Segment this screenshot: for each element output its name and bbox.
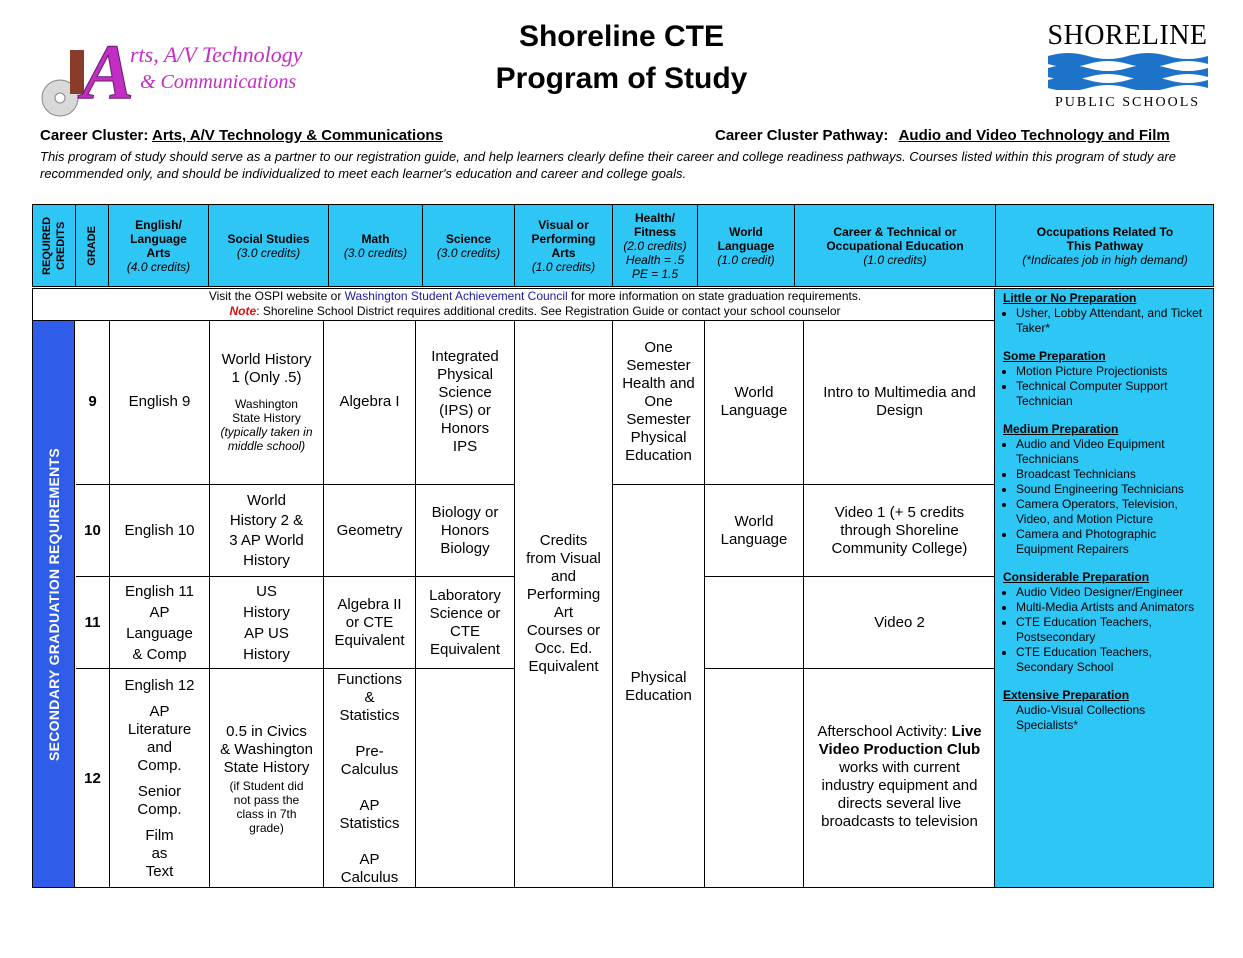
cluster-label: Career Cluster: xyxy=(40,127,149,144)
sci-12 xyxy=(416,669,515,888)
ela-label: English/ Language Arts xyxy=(130,217,187,260)
occ-sub: (*Indicates job in high demand) xyxy=(1022,252,1188,267)
occ-list-little xyxy=(1003,306,1207,336)
wl-12 xyxy=(705,669,804,888)
col-math xyxy=(329,205,423,286)
col-ss xyxy=(209,205,329,286)
list-item: • Motion Picture Projectionists xyxy=(1016,364,1207,379)
health-9: One Semester Health and One Semester Physical Education xyxy=(613,320,705,485)
ela-12-line4: Film as Text xyxy=(145,826,174,880)
occupations-panel xyxy=(995,288,1214,888)
title-line-1: Shoreline CTE xyxy=(518,20,725,53)
ela-12-line2: AP Literature and Comp. xyxy=(127,702,192,774)
math-12-line3: AP Statistics xyxy=(339,796,400,832)
list-item: • CTE Education Teachers, Postsecondary xyxy=(1016,615,1207,645)
cte-12-post: works with current industry equipment and directs several live broadcasts to television xyxy=(821,759,978,830)
arts-av-logo xyxy=(30,10,310,120)
wsac-link[interactable]: Washington Student Achievement Council xyxy=(344,289,568,303)
occ-heading-medium[interactable]: Medium Preparation xyxy=(1003,422,1119,436)
pathway-value: Audio and Video Technology and Film xyxy=(898,127,1170,144)
logo-name: SHORELINE xyxy=(1047,20,1208,51)
list-item: • Sound Engineering Technicians xyxy=(1016,482,1207,497)
math-12-line2: Pre-Calculus xyxy=(340,742,399,778)
note-line1-pre: Visit the OSPI website or xyxy=(208,289,345,303)
occ-list-considerable xyxy=(1003,585,1207,675)
list-item: • Camera and Photographic Equipment Repairers xyxy=(1016,527,1207,557)
list-item: • CTE Education Teachers, Secondary School xyxy=(1016,645,1207,675)
cluster-value: Arts, A/V Technology & Communications xyxy=(152,127,443,144)
ss-9-italic: (typically taken in middle school) xyxy=(220,425,313,453)
ss-9-main: World History 1 (Only .5) xyxy=(221,351,312,386)
col-wl xyxy=(698,205,795,286)
col-grade xyxy=(76,205,109,286)
cte-9: Intro to Multimedia and Design xyxy=(804,320,995,485)
occ-heading-considerable[interactable]: Considerable Preparation xyxy=(1003,570,1150,584)
occ-label: Occupations Related To This Pathway xyxy=(1036,224,1174,253)
occ-extensive-item: Audio-Visual Collections Specialists* xyxy=(1016,703,1146,732)
arts-merged: Credits from Visual and Performing Art Courses or Occ. Ed. Equivalent xyxy=(515,320,613,888)
ss-9 xyxy=(210,320,324,485)
logo-text-1: rts, A/V Technology xyxy=(130,42,303,67)
wl-9: World Language xyxy=(705,320,804,485)
graduation-note xyxy=(76,289,994,320)
ss-9-small: Washington State History xyxy=(232,397,301,425)
wl-11 xyxy=(705,577,804,669)
ss-10: World History 2 & 3 AP World History xyxy=(210,485,324,577)
math-11: Algebra II or CTE Equivalent xyxy=(324,577,416,669)
occ-list-some xyxy=(1003,364,1207,409)
logo-sub: PUBLIC SCHOOLS xyxy=(1054,95,1201,110)
grade-label: GRADE xyxy=(86,225,98,266)
note-line2: : Shoreline School District requires additional credits. See Registration Guide or contact your school counselor xyxy=(256,304,841,318)
math-12 xyxy=(324,669,416,888)
ss-11: US History AP US History xyxy=(210,577,324,669)
requirements-grid xyxy=(32,288,995,888)
shoreline-logo xyxy=(1040,20,1215,110)
occ-heading-some[interactable]: Some Preparation xyxy=(1003,349,1106,363)
math-sub: (3.0 credits) xyxy=(343,245,408,260)
grade-9: 9 xyxy=(76,320,110,485)
intro-text: This program of study should serve as a partner to our registration guide, and help learners clearly define their career and college readiness pathways. Courses listed within this program of study are recommended only, and should be individualized to meet each learner's education and career and college goals. xyxy=(40,149,1176,181)
note-divider xyxy=(75,320,995,321)
cte-10: Video 1 (+ 5 credits through Shoreline Community College) xyxy=(804,485,995,577)
cte-12 xyxy=(804,669,995,888)
health-sub-3: PE = 1.5 xyxy=(631,266,679,281)
occ-heading-little[interactable]: Little or No Preparation xyxy=(1003,291,1137,305)
ss-12-small: (if Student did not pass the class in 7th grade) xyxy=(229,778,304,835)
side-label-text: SECONDARY GRADUATION REQUIREMENTS xyxy=(45,447,62,761)
grade-11: 11 xyxy=(76,577,110,669)
sci-10: Biology or Honors Biology xyxy=(416,485,515,577)
list-item: • Technical Computer Support Technician xyxy=(1016,379,1207,409)
arts-sub: (1.0 credits) xyxy=(531,259,596,274)
logo-text-2: & Communications xyxy=(140,71,297,93)
cte-sub: (1.0 credits) xyxy=(863,252,927,267)
math-12-line4: AP Calculus xyxy=(340,850,399,886)
ela-12 xyxy=(110,669,210,888)
arts-label: Visual or Performing Arts xyxy=(531,217,596,260)
secondary-graduation-label xyxy=(32,320,75,888)
list-item: • Audio and Video Equipment Technicians xyxy=(1016,437,1207,467)
page-title xyxy=(380,16,863,100)
col-health xyxy=(613,205,698,286)
health-sub-1: (2.0 credits) xyxy=(623,238,687,253)
wl-10: World Language xyxy=(705,485,804,577)
table-header xyxy=(32,204,1214,287)
list-item: • Usher, Lobby Attendant, and Ticket Taker* xyxy=(1016,306,1207,336)
title-line-2: Program of Study xyxy=(495,62,748,95)
math-12-line1: Functions & Statistics xyxy=(336,670,403,724)
required-credits-label: REQUIRED CREDITS xyxy=(41,216,67,275)
ela-12-line1: English 12 xyxy=(124,676,195,694)
ss-12 xyxy=(210,669,324,888)
occ-list-medium xyxy=(1003,437,1207,557)
cte-11: Video 2 xyxy=(804,577,995,669)
col-science xyxy=(423,205,515,286)
ss-12-main: 0.5 in Civics & Washington State History xyxy=(220,722,313,776)
col-cte xyxy=(795,205,996,286)
career-cluster xyxy=(40,127,443,144)
list-item: • Camera Operators, Television, Video, and Motion Picture xyxy=(1016,497,1207,527)
ss-sub: (3.0 credits) xyxy=(236,245,301,260)
ela-12-line3: Senior Comp. xyxy=(137,782,182,818)
health-sub-2: Health = .5 xyxy=(625,252,685,267)
list-item: • Multi-Media Artists and Animators xyxy=(1016,600,1207,615)
pe-10-12: Physical Education xyxy=(613,485,705,888)
sci-sub: (3.0 credits) xyxy=(436,245,501,260)
pathway-label: Career Cluster Pathway: xyxy=(715,127,889,144)
math-10: Geometry xyxy=(324,485,416,577)
health-label: Health/ Fitness xyxy=(633,210,676,239)
ela-sub: (4.0 credits) xyxy=(126,259,191,274)
occ-heading-extensive[interactable]: Extensive Preparation xyxy=(1003,688,1130,702)
ela-10: English 10 xyxy=(110,485,210,577)
math-label: Math xyxy=(361,231,390,246)
ss-label: Social Studies xyxy=(227,231,310,246)
list-item: • Broadcast Technicians xyxy=(1016,467,1207,482)
ela-11: English 11 AP Language & Comp xyxy=(110,577,210,669)
col-occupations xyxy=(996,205,1214,286)
wl-sub: (1.0 credit) xyxy=(717,252,775,267)
list-item: • Audio Video Designer/Engineer xyxy=(1016,585,1207,600)
sci-11: Laboratory Science or CTE Equivalent xyxy=(416,577,515,669)
math-9: Algebra I xyxy=(324,320,416,485)
grade-10: 10 xyxy=(76,485,110,577)
svg-text:A: A xyxy=(82,28,135,115)
wl-label: World Language xyxy=(717,224,775,253)
col-required-credits xyxy=(33,205,76,286)
col-ela xyxy=(109,205,209,286)
ela-9: English 9 xyxy=(110,320,210,485)
waves-icon xyxy=(1040,52,1215,90)
cte-12-bold: Live Video Production Club xyxy=(818,723,982,758)
sci-9: Integrated Physical Science (IPS) or Honors IPS xyxy=(416,320,515,485)
career-pathway xyxy=(715,127,1170,144)
col-arts xyxy=(515,205,613,286)
grade-12: 12 xyxy=(76,669,110,888)
cte-12-pre: Afterschool Activity: xyxy=(817,723,948,740)
cte-label: Career & Technical or Occupational Education xyxy=(826,224,964,253)
note-line1-post: for more information on state graduation requirements. xyxy=(567,289,862,303)
sci-label: Science xyxy=(445,231,492,246)
note-label: Note xyxy=(229,304,257,318)
